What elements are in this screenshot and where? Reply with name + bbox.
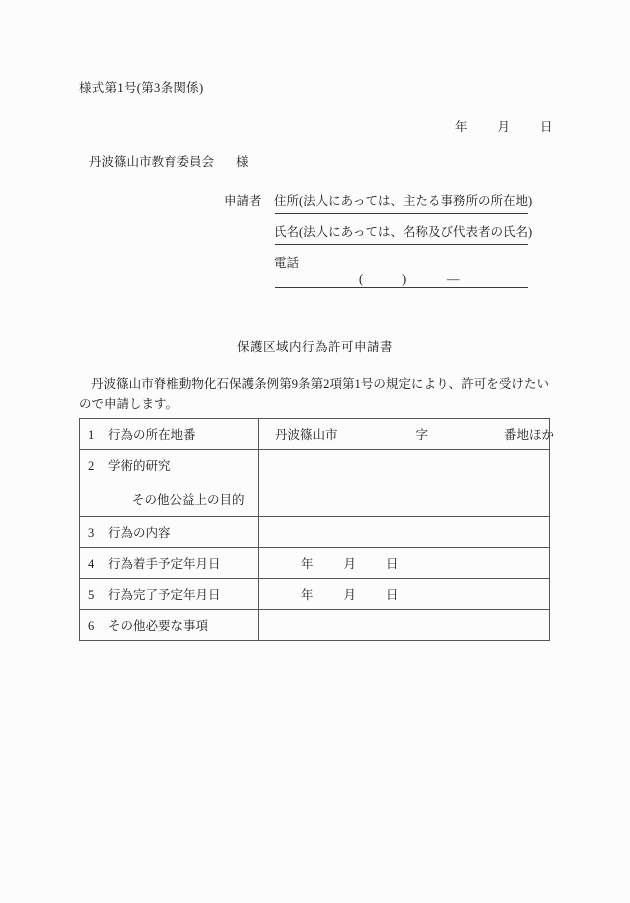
- row-4-year: 年: [301, 557, 314, 571]
- row-5-number: 5: [88, 588, 95, 602]
- row-6-label-text: その他必要な事項: [108, 619, 209, 633]
- row-5-label-cell: [80, 579, 259, 610]
- applicant-tel-row: [224, 253, 534, 271]
- row-6-value-cell[interactable]: [259, 610, 550, 641]
- document-title: 保護区域内行為許可申請書: [236, 340, 393, 354]
- applicant-address-label: 住所(法人にあっては、主たる事務所の所在地): [274, 194, 533, 208]
- table-row: [80, 548, 550, 579]
- applicant-label: 申請者: [224, 194, 262, 208]
- row-5-month: 月: [343, 588, 357, 602]
- form-number: 様式第1号(第3条関係): [79, 81, 204, 95]
- date-month-label: 月: [497, 120, 511, 134]
- row-4-label: [80, 548, 258, 578]
- row-1-label: [80, 419, 258, 449]
- row-1-label-text: 行為の所在地番: [108, 428, 196, 442]
- row-4-label-cell: [80, 548, 259, 579]
- tel-paren-close: ): [402, 272, 407, 286]
- applicant-address-row: [224, 191, 534, 209]
- row-1-label-cell: [80, 419, 259, 450]
- row-2-sublabel: [80, 480, 258, 516]
- row-6-label: [80, 610, 258, 640]
- applicant-name-row: [224, 222, 534, 240]
- row-1-value: [259, 419, 555, 449]
- addressee-honorific: 様: [236, 155, 249, 169]
- addressee: [89, 152, 249, 170]
- row-2-sublabel-text: その他公益上の目的: [132, 493, 245, 507]
- tel-paren-open: (: [359, 272, 364, 286]
- row-2-value-cell[interactable]: [259, 450, 550, 517]
- date-line: [455, 117, 553, 135]
- row-1-value-cell[interactable]: [259, 419, 555, 450]
- applicant-name-label: 氏名(法人にあっては、名称及び代表者の氏名): [274, 225, 533, 239]
- date-year-label: 年: [455, 120, 468, 134]
- row-2-number: 2: [88, 459, 95, 473]
- row-2-label: [80, 450, 258, 480]
- applicant-tel-rule[interactable]: [275, 271, 528, 288]
- date-day-label: 日: [540, 120, 553, 134]
- row-6-value: [259, 610, 549, 622]
- row-3-label-text: 行為の内容: [108, 526, 171, 540]
- row-1-number: 1: [88, 428, 95, 442]
- row-2-label-cell: [80, 450, 259, 517]
- body-paragraph: 丹波篠山市脊椎動物化石保護条例第9条第2項第1号の規定により、許可を受けたいので申請します。: [79, 377, 549, 411]
- row-5-day: 日: [386, 588, 399, 602]
- spacer: [224, 214, 534, 222]
- row-1-value-city: 丹波篠山市: [275, 428, 338, 442]
- row-6-number: 6: [88, 619, 95, 633]
- row-3-value-cell[interactable]: [259, 517, 550, 548]
- row-4-date: [301, 557, 399, 571]
- row-5-label: [80, 579, 258, 609]
- table-row: [80, 419, 550, 450]
- applicant-block: [224, 191, 534, 288]
- row-3-value: [259, 517, 549, 529]
- row-5-date: [301, 588, 399, 602]
- row-5-value: [259, 579, 549, 609]
- row-2-value: [259, 450, 549, 462]
- row-3-label: [80, 517, 258, 547]
- row-6-label-cell: [80, 610, 259, 641]
- row-5-value-cell[interactable]: [259, 579, 550, 610]
- table-row: [80, 517, 550, 548]
- table-row: [80, 579, 550, 610]
- spacer: [224, 245, 534, 253]
- row-5-label-text: 行為完了予定年月日: [108, 588, 221, 602]
- applicant-tel-label: 電話: [274, 256, 300, 270]
- row-5-year: 年: [301, 588, 314, 602]
- row-1-value-aza: 字: [415, 428, 429, 442]
- row-4-value-cell[interactable]: [259, 548, 550, 579]
- row-3-label-cell: [80, 517, 259, 548]
- table-row: [80, 610, 550, 641]
- row-1-value-banchi: 番地ほか: [504, 428, 555, 442]
- row-4-number: 4: [88, 557, 95, 571]
- row-4-value: [259, 548, 549, 578]
- tel-underline: [275, 287, 528, 288]
- row-4-month: 月: [343, 557, 357, 571]
- row-2-label-text: 学術的研究: [108, 459, 171, 473]
- row-4-day: 日: [386, 557, 399, 571]
- addressee-name: 丹波篠山市教育委員会: [89, 155, 215, 169]
- table-row: [80, 450, 550, 517]
- row-4-label-text: 行為着手予定年月日: [108, 557, 221, 571]
- application-table: [79, 418, 555, 641]
- tel-dash: —: [447, 272, 460, 286]
- row-3-number: 3: [88, 526, 95, 540]
